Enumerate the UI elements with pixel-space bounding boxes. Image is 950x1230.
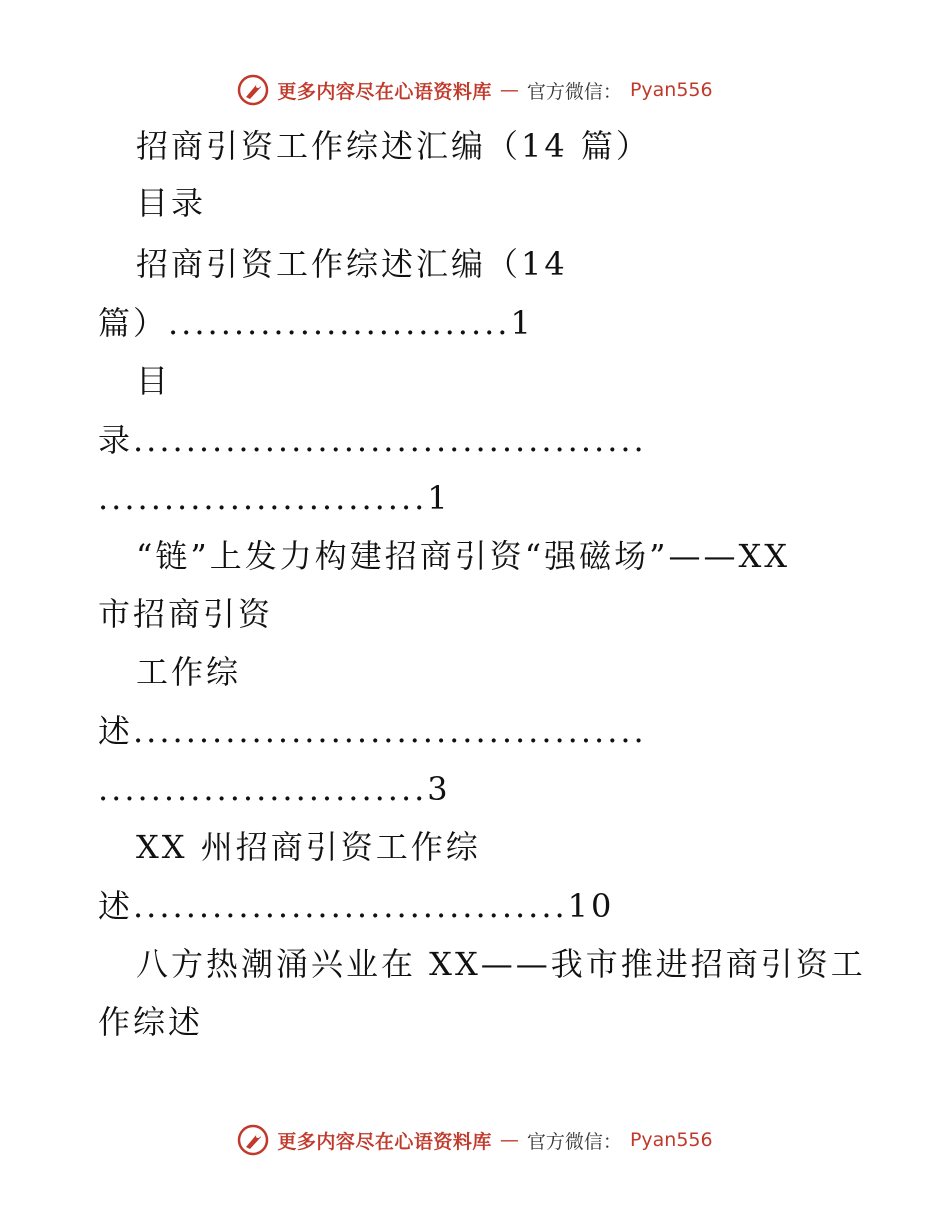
toc-entry-line: .........................3 [98, 770, 451, 808]
banner-wechat-label: 官方微信： [526, 80, 622, 103]
toc-entry-line: 工作综 [136, 653, 242, 691]
toc-entry-line: XX 州招商引资工作综 [136, 828, 481, 866]
toc-entry-line: 目 [136, 362, 172, 400]
header-watermark-banner [0, 72, 950, 108]
toc-heading: 目录 [136, 184, 207, 222]
toc-entry-line: 篇）..........................1 [98, 304, 534, 342]
toc-entry-line: 述.................................10 [98, 887, 615, 925]
banner-wechat-id: Pyan556 [629, 1129, 713, 1151]
banner-wechat-label: 官方微信： [526, 1130, 622, 1153]
banner-wechat-id: Pyan556 [629, 79, 713, 101]
toc-entry-line: .........................1 [98, 479, 451, 517]
toc-entry-line: 述....................................... [98, 712, 647, 750]
footer-watermark-banner [0, 1122, 950, 1158]
banner-site-name: 更多内容尽在心语资料库 [277, 1130, 492, 1153]
toc-entry-line: 八方热潮涌兴业在 XX——我市推进招商引资工 [136, 945, 866, 983]
banner-separator: — [499, 79, 519, 101]
toc-entry-line: “链”上发力构建招商引资“强磁场”——XX [136, 537, 791, 575]
pen-nib-icon [237, 74, 269, 106]
document-title: 招商引资工作综述汇编（14 篇） [136, 127, 651, 165]
pen-nib-icon [237, 1124, 269, 1156]
toc-entry-line: 录....................................... [98, 421, 647, 459]
toc-entry-line: 作综述 [98, 1003, 204, 1041]
banner-separator: — [499, 1129, 519, 1151]
toc-entry-line: 招商引资工作综述汇编（14 [136, 245, 568, 283]
toc-entry-line: 市招商引资 [98, 595, 274, 633]
banner-site-name: 更多内容尽在心语资料库 [277, 80, 492, 103]
